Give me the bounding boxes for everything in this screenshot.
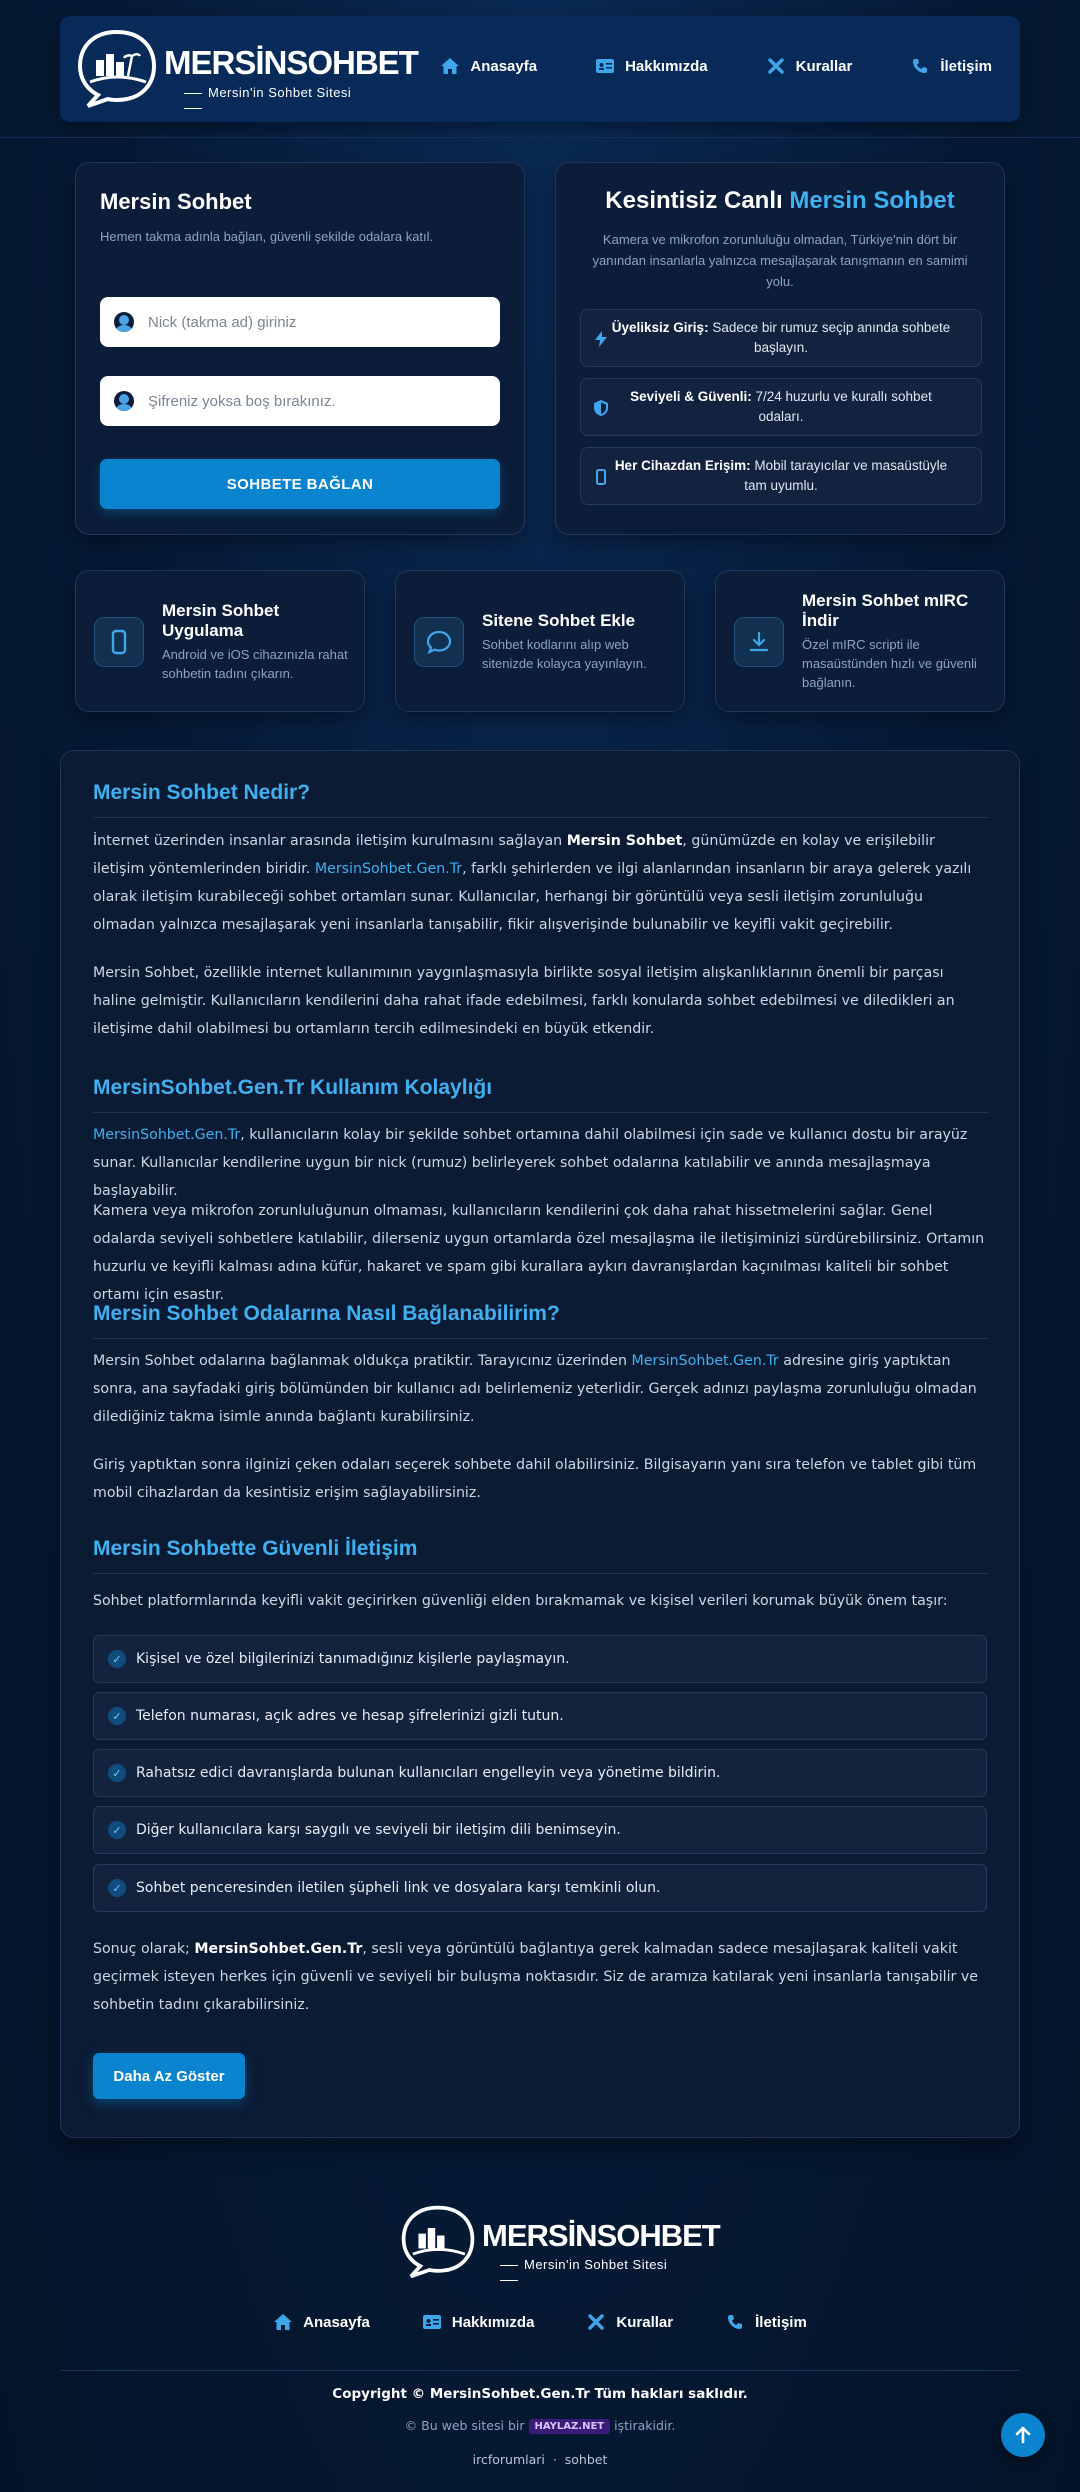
scroll-top-button[interactable] xyxy=(1001,2413,1045,2457)
logo-bubble-icon xyxy=(74,26,160,112)
tip-text: Rahatsız edici davranışlarda bulunan kullanıcıları engelleyin veya yönetime bildirin. xyxy=(136,1765,721,1781)
login-title: Mersin Sohbet xyxy=(100,189,252,214)
shield-icon xyxy=(591,398,611,418)
article-paragraph xyxy=(93,1121,989,1205)
text: iştirakidir. xyxy=(614,2418,676,2433)
article-paragraph xyxy=(93,1935,989,2019)
bold-text: MersinSohbet.Gen.Tr xyxy=(194,1941,363,1957)
text: İnternet üzerinden insanlar arasında iletişim kurulmasını sağlayan xyxy=(93,833,567,849)
tip-text: Sohbet penceresinden iletilen şüpheli link ve dosyalara karşı temkinli olun. xyxy=(136,1880,661,1896)
footer-nav-anasayfa[interactable] xyxy=(273,2312,370,2332)
check-icon: ✓ xyxy=(108,1879,126,1897)
feature-item xyxy=(580,309,982,367)
phone-icon xyxy=(910,56,930,76)
article-paragraph xyxy=(93,1347,989,1431)
connect-button[interactable]: SOHBETE BAĞLAN xyxy=(100,459,500,509)
footer-nav-iletisim[interactable] xyxy=(725,2312,807,2332)
card-title: Sitene Sohbet Ekle xyxy=(482,611,636,630)
article-paragraph: Sohbet platformlarında keyifli vakit geçirirken güvenliği elden bırakmamak ve kişisel verileri korumak büyük önem taşır: xyxy=(93,1593,948,1609)
bold-text: Mersin Sohbet xyxy=(566,833,683,849)
chat-icon xyxy=(414,617,464,667)
feature-text: Mobil tarayıcılar ve masaüstüyle tam uyumlu. xyxy=(744,458,948,493)
card-title: Mersin Sohbet Uygulama xyxy=(162,601,280,640)
site-link[interactable]: MersinSohbet.Gen.Tr xyxy=(93,1127,241,1143)
safety-tip xyxy=(93,1692,987,1740)
user-icon xyxy=(114,312,134,332)
feature-bold: Her Cihazdan Erişim: xyxy=(614,458,751,473)
footer-divider xyxy=(60,2370,1020,2371)
logo-subtitle: Mersin'in Sohbet Sitesi xyxy=(178,85,374,115)
text: © Bu web sitesi bir xyxy=(404,2418,525,2433)
footer-nav-kurallar[interactable] xyxy=(586,2312,673,2332)
home-icon xyxy=(273,2312,293,2332)
nav-label: İletişim xyxy=(755,2313,807,2331)
safety-tip xyxy=(93,1806,987,1854)
features-title-b: Mersin Sohbet xyxy=(789,187,955,214)
tools-icon xyxy=(766,56,786,76)
text: adresine giriş yaptıktan sonra, ana sayfadaki giriş bölümünden bir kullanıcı adı belirlemeniz yeterlidir. Gerçek adınızı paylaşma zorunluluğu olmadan dilediğiniz takma isimle anında bağlantı kurabilirsiniz. xyxy=(93,1353,977,1425)
text: Sonuç olarak; xyxy=(93,1941,195,1957)
features-desc: Kamera ve mikrofon zorunluluğu olmadan, Türkiye'nin dört bir yanından insanlarla yalnızca mesajlaşarak tanışmanın en samimi yolu. xyxy=(592,232,968,289)
card-desc: Özel mIRC scripti ile masaüstünden hızlı ve güvenli bağlanın. xyxy=(802,637,977,690)
logo-title: MERSİNSOHBET xyxy=(164,44,418,81)
article-paragraph: Kamera veya mikrofon zorunluluğunun olmaması, kullanıcıların kendilerini çok daha rahat hissetmelerini sağlar. Genel odalarda seviyeli sohbetlere katılabilir, dilerseniz uygun ortamlarda özel mesajlaşma ile iletişiminizi sürdürebilirsiniz. Ortamın huzurlu ve keyifli kalması adına küfür, hakaret ve spam gibi kurallara aykırı davranışlardan kaçınılması kaliteli bir sohbet ortamı için esastır. xyxy=(93,1203,985,1303)
download-icon xyxy=(734,617,784,667)
nav-label: Hakkımızda xyxy=(625,57,708,75)
card-title: Mersin Sohbet mIRC İndir xyxy=(802,591,969,630)
footer-link[interactable]: sohbet xyxy=(564,2452,608,2467)
footer-links xyxy=(0,2452,1080,2467)
footer-nav-hakkimizda[interactable] xyxy=(422,2312,535,2332)
password-placeholder: Şifreniz yoksa boş bırakınız. xyxy=(148,392,336,410)
nav-hakkimizda[interactable] xyxy=(595,56,708,76)
id-card-icon xyxy=(422,2312,442,2332)
article-heading: Mersin Sohbet Odalarına Nasıl Bağlanabilirim? xyxy=(93,1302,989,1339)
nick-placeholder: Nick (takma ad) giriniz xyxy=(148,313,297,331)
app-card[interactable] xyxy=(75,570,365,712)
feature-bold: Üyeliksiz Giriş: xyxy=(611,320,709,335)
check-icon: ✓ xyxy=(108,1764,126,1782)
nav-label: Anasayfa xyxy=(303,2313,370,2331)
text: , sesli veya görüntülü bağlantıya gerek kalmadan sadece mesajlaşarak kaliteli vakit geçirmek isteyen herkes için güvenli ve seviyeli bir buluşma noktasıdır. Siz de aramıza katılarak yeni insanlarla tanışabilir ve sohbetin tadını çıkarabilirsiniz. xyxy=(93,1941,978,2013)
login-subtitle: Hemen takma adınla bağlan, güvenli şekilde odalara katıl. xyxy=(100,229,434,244)
nav-anasayfa[interactable] xyxy=(440,56,537,76)
nav-kurallar[interactable] xyxy=(766,56,853,76)
arrow-up-icon xyxy=(1015,2426,1031,2444)
logo-title: MERSİNSOHBET xyxy=(482,2218,720,2253)
nav-label: İletişim xyxy=(940,57,992,75)
nick-input[interactable] xyxy=(100,297,500,347)
article-heading: MersinSohbet.Gen.Tr Kullanım Kolaylığı xyxy=(93,1076,989,1113)
text: , farklı şehirlerden ve ilgi alanlarından insanların bir araya gelerek yazılı olarak iletişim kurabileceği sohbet ortamları sunar. Kullanıcılar, herhangi bir görüntülü veya sesli iletişim zorunluluğu olmadan yalnızca mesajlaşarak yeni insanlarla tanışabilir, fikir alışverişinde bulunabilir ve keyifli vakit geçirebilir. xyxy=(93,861,972,933)
feature-text: 7/24 huzurlu ve kurallı sohbet odaları. xyxy=(751,389,932,424)
text: , günümüzde en kolay ve erişilebilir iletişim yöntemlerinden biridir. xyxy=(93,833,935,877)
embed-card[interactable] xyxy=(395,570,685,712)
logo-subtitle: Mersin'in Sohbet Sitesi xyxy=(494,2257,688,2287)
features-card xyxy=(555,162,1005,535)
check-icon: ✓ xyxy=(108,1821,126,1839)
footer-nav xyxy=(0,2312,1080,2332)
mobile-icon xyxy=(94,617,144,667)
footer-logo[interactable] xyxy=(398,2202,720,2286)
feature-text: Sadece bir rumuz seçip anında sohbete başlayın. xyxy=(708,320,951,355)
haylaz-badge[interactable]: HAYLAZ.NET xyxy=(529,2419,611,2434)
article-paragraph xyxy=(93,827,989,939)
tip-text: Diğer kullanıcılara karşı saygılı ve seviyeli bir iletişim dili benimseyin. xyxy=(136,1822,621,1838)
site-link[interactable]: MersinSohbet.Gen.Tr xyxy=(314,861,463,877)
nav-label: Anasayfa xyxy=(470,57,538,75)
bolt-icon xyxy=(591,329,611,349)
footer-link[interactable]: ircforumlari xyxy=(472,2452,545,2467)
card-desc: Android ve iOS cihazınızla rahat sohbetin tadını çıkarın. xyxy=(162,647,348,681)
card-desc: Sohbet kodlarını alıp web sitenizde kolayca yayınlayın. xyxy=(482,637,647,671)
user-icon xyxy=(114,391,134,411)
features-title xyxy=(556,187,1004,215)
tip-text: Kişisel ve özel bilgilerinizi tanımadığınız kişilerle paylaşmayın. xyxy=(136,1651,570,1667)
text: Mersin Sohbet odalarına bağlanmak oldukça pratiktir. Tarayıcınız üzerinden xyxy=(93,1353,632,1369)
logo-bubble-icon xyxy=(398,2202,478,2282)
site-logo[interactable] xyxy=(74,26,418,112)
features-title-a: Kesintisiz Canlı xyxy=(605,187,790,214)
feature-item xyxy=(580,378,982,436)
login-card xyxy=(75,162,525,535)
text: , kullanıcıların kolay bir şekilde sohbet ortamına dahil olabilmesi için sade ve kullanıcı dostu bir arayüz sunar. Kullanıcılar kendilerine uygun bir nick (rumuz) belirleyerek sohbet odalarına katılabilir ve anında mesajlaşmaya başlayabilir. xyxy=(93,1127,968,1199)
nav-label: Kurallar xyxy=(616,2313,674,2331)
article-paragraph: Mersin Sohbet, özellikle internet kullanımının yaygınlaşmasıyla birlikte sosyal iletişim alışkanlıklarının önemli bir parçası haline gelmiştir. Kullanıcıların kendilerini daha rahat ifade edebilmesi, farklı konularda sohbet edebilmesi ve diledikleri an iletişime dahil olabilmesi bu ortamların tercih edilmesindeki en büyük etkendir. xyxy=(93,965,955,1037)
check-icon: ✓ xyxy=(108,1650,126,1668)
phone-icon xyxy=(725,2312,745,2332)
feature-item xyxy=(580,447,982,505)
article-section xyxy=(60,750,1020,2138)
site-header xyxy=(60,16,1020,122)
home-icon xyxy=(440,56,460,76)
article-paragraph: Giriş yaptıktan sonra ilginizi çeken odaları seçerek sohbete dahil olabilirsiniz. Bilgisayarın yanı sıra telefon ve tablet gibi tüm mobil cihazlardan da kesintisiz erişim sağlayabilirsiniz. xyxy=(93,1457,977,1501)
id-card-icon xyxy=(595,56,615,76)
feature-bold: Seviyeli & Güvenli: xyxy=(630,389,752,404)
nav-iletisim[interactable] xyxy=(910,56,992,76)
mirc-card[interactable] xyxy=(715,570,1005,712)
safety-tip xyxy=(93,1864,987,1912)
tip-text: Telefon numarası, açık adres ve hesap şifrelerinizi gizli tutun. xyxy=(136,1708,564,1724)
safety-tip xyxy=(93,1635,987,1683)
membership-text xyxy=(0,2418,1080,2434)
show-less-button[interactable]: Daha Az Göster xyxy=(93,2053,245,2099)
header-divider xyxy=(0,137,1080,138)
check-icon: ✓ xyxy=(108,1707,126,1725)
separator: · xyxy=(552,2452,557,2467)
copyright-text: Copyright © MersinSohbet.Gen.Tr Tüm hakları saklıdır. xyxy=(332,2386,748,2402)
site-link[interactable]: MersinSohbet.Gen.Tr xyxy=(631,1353,779,1369)
article-heading: Mersin Sohbet Nedir? xyxy=(93,781,989,818)
nav-label: Kurallar xyxy=(795,57,853,75)
nav-label: Hakkımızda xyxy=(451,2313,535,2331)
article-heading: Mersin Sohbette Güvenli İletişim xyxy=(93,1537,989,1574)
tools-icon xyxy=(586,2312,606,2332)
main-nav xyxy=(440,56,992,76)
password-input[interactable] xyxy=(100,376,500,426)
mobile-icon xyxy=(591,467,611,487)
safety-tip xyxy=(93,1749,987,1797)
